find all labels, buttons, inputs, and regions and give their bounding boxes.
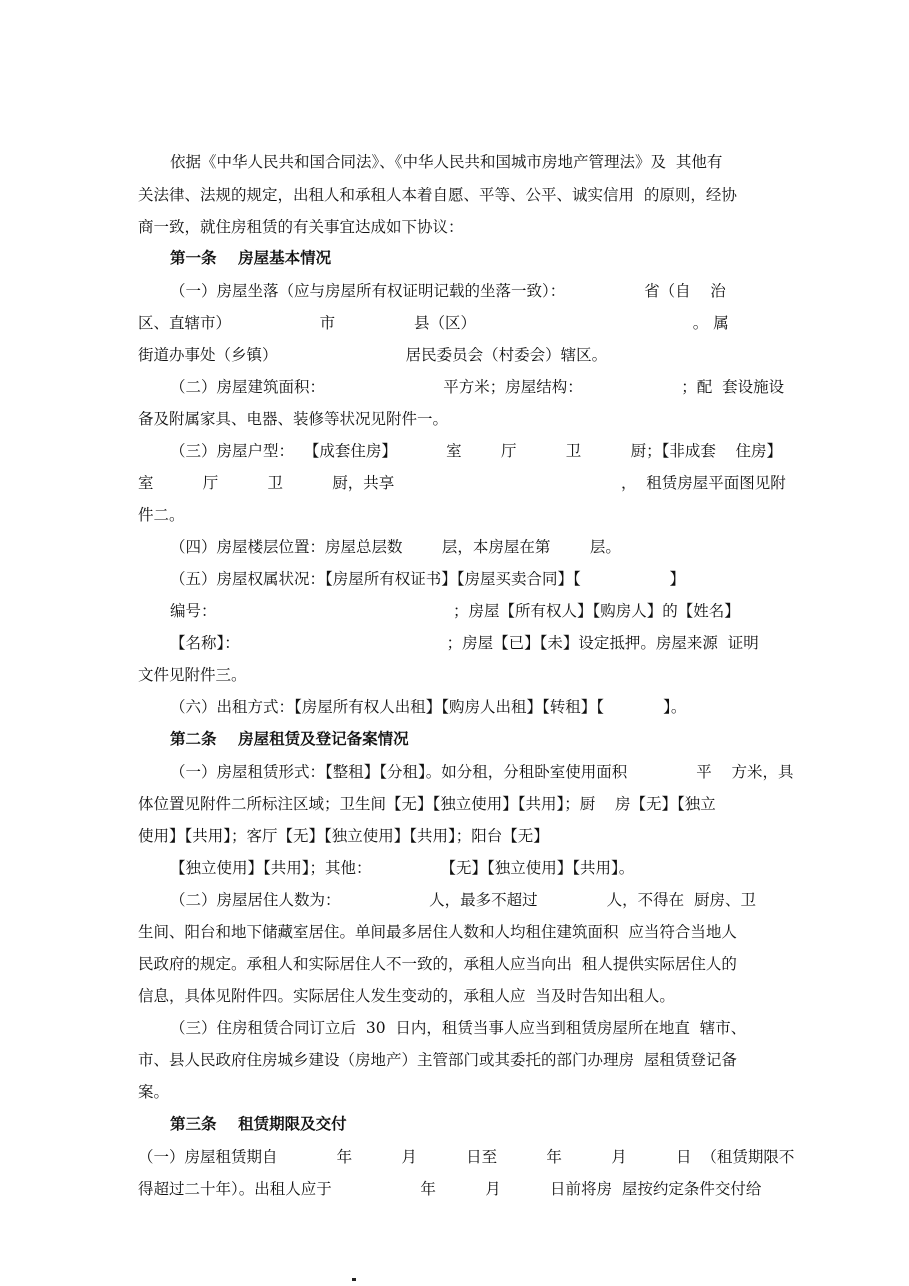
paragraph-line: 依据《中华人民共和国合同法》、《中华人民共和国城市房地产管理法》及 其他有 [170, 153, 723, 171]
paragraph-line: （一）房屋租赁形式：【整租】【分租】。如分租，分租卧室使用面积 平 方米，具 [170, 763, 794, 781]
paragraph-line: 备及附属家具、电器、装修等状况见附件一。 [138, 410, 449, 428]
paragraph-line: 市、县人民政府住房城乡建设（房地产）主管部门或其委托的部门办理房 屋租赁登记备 [138, 1051, 737, 1069]
page-mark [352, 1278, 356, 1281]
section-heading: 第二条 房屋租赁及登记备案情况 [170, 729, 409, 748]
paragraph-line: 件二。 [138, 506, 185, 524]
paragraph-line: 信息，具体见附件四。实际居住人发生变动的，承租人应 当及时告知出租人。 [138, 987, 675, 1005]
paragraph-line: 【独立使用】【共用】；其他： 【无】【独立使用】【共用】。 [170, 859, 635, 877]
paragraph-line: 体位置见附件二所标注区域；卫生间【无】【独立使用】【共用】；厨 房【无】【独立 [138, 795, 716, 813]
section-heading: 第一条 房屋基本情况 [170, 248, 332, 267]
paragraph-line: （一）房屋租赁期自 年 月 日至 年 月 日 （租赁期限不 [138, 1148, 795, 1166]
paragraph-line: 民政府的规定。承租人和实际居住人不一致的，承租人应当向出 租人提供实际居住人的 [138, 955, 737, 973]
paragraph-line: 区、直辖市） 市 县（区） 。 属 [138, 314, 729, 332]
paragraph-line: 室 厅 卫 厨，共享 ， 租赁房屋平面图见附 [138, 474, 786, 492]
paragraph-line: （五）房屋权属状况：【房屋所有权证书】【房屋买卖合同】【 】 [170, 570, 685, 588]
paragraph-line: （四）房屋楼层位置：房屋总层数 层，本房屋在第 层。 [170, 538, 621, 556]
paragraph-line: 街道办事处（乡镇） 居民委员会（村委会）辖区。 [138, 346, 608, 364]
paragraph-line: （三）住房租赁合同订立后 30 日内，租赁当事人应当到租赁房屋所在地直 辖市、 [170, 1019, 747, 1037]
paragraph-line: （二）房屋建筑面积： 平方米；房屋结构： ；配 套设施设 [170, 378, 785, 396]
section-heading: 第三条 租赁期限及交付 [170, 1114, 347, 1133]
paragraph-line: （六）出租方式：【房屋所有权人出租】【购房人出租】【转租】【 】。 [170, 698, 687, 716]
paragraph-line: 得超过二十年）。出租人应于 年 月 日前将房 屋按约定条件交付给 [138, 1180, 762, 1198]
paragraph-line: 文件见附件三。 [138, 666, 247, 684]
paragraph-line: （二）房屋居住人数为： 人，最多不超过 人，不得在 厨房、卫 [170, 891, 757, 909]
paragraph-line: （三）房屋户型： 【成套住房】 室 厅 卫 厨；【非成套 住房】 [170, 442, 783, 460]
paragraph-line: 【名称】： ；房屋【已】【未】设定抵押。房屋来源 证明 [170, 634, 759, 652]
paragraph-line: 使用】【共用】；客厅【无】【独立使用】【共用】；阳台【无】 [138, 827, 549, 845]
paragraph-line: 关法律、法规的规定，出租人和承租人本着自愿、平等、公平、诚实信用 的原则，经协 [138, 186, 737, 204]
paragraph-line: 编号： ；房屋【所有权人】【购房人】的【姓名】 [170, 602, 740, 620]
paragraph-line: 商一致，就住房租赁的有关事宜达成如下协议： [138, 218, 464, 236]
paragraph-line: （一）房屋坐落（应与房屋所有权证明记载的坐落一致）： 省（自 治 [170, 282, 726, 300]
paragraph-line: 案。 [138, 1083, 170, 1101]
paragraph-line: 生间、阳台和地下储藏室居住。单间最多居住人数和人均租住建筑面积 应当符合当地人 [138, 923, 737, 941]
